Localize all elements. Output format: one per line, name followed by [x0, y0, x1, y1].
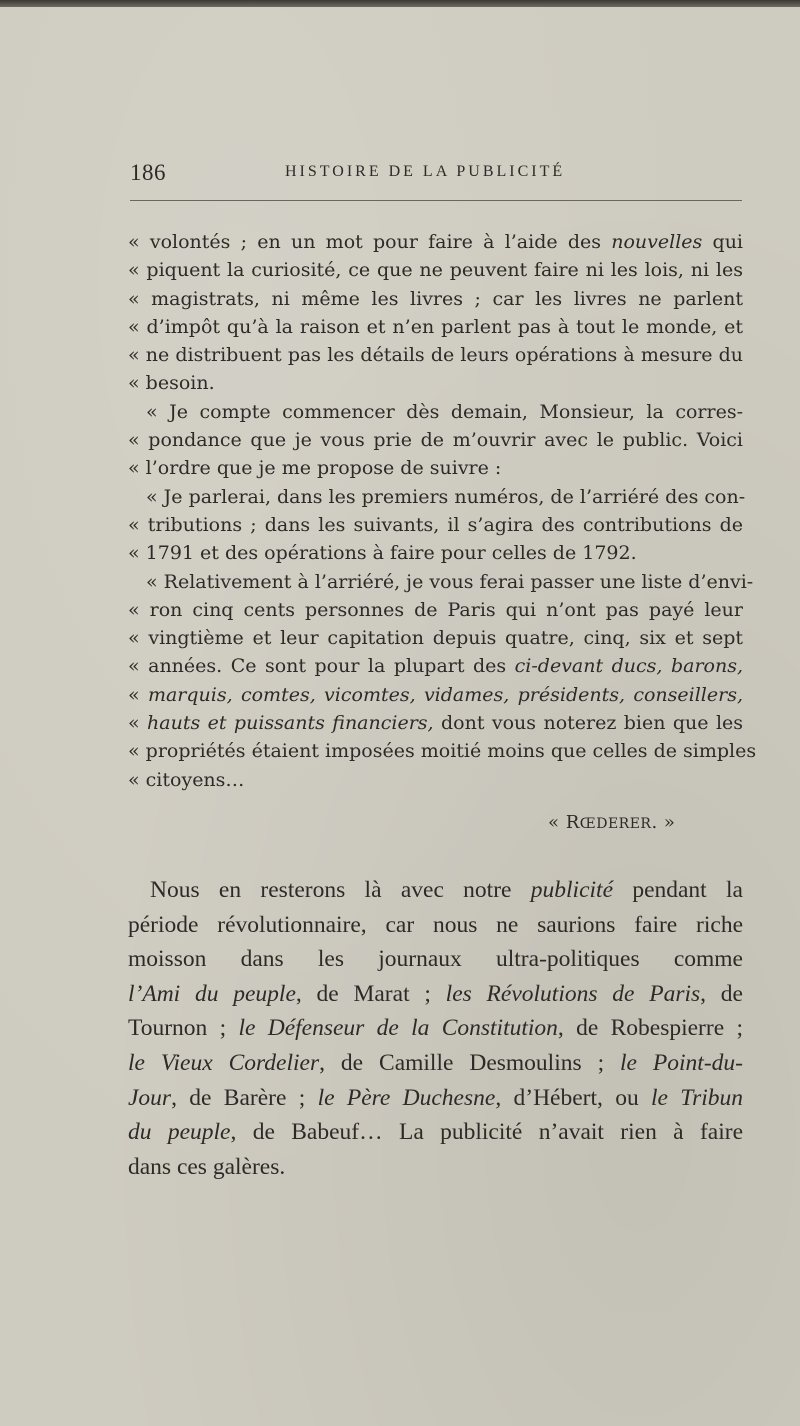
- quote-line: « Je parlerai, dans les premiers numéros, de l’arriéré des con-: [146, 485, 746, 508]
- paragraph-line: Jour, de Barère ; le Père Duchesne, d’Hébert, ou le Tribun: [128, 1084, 744, 1111]
- quote-line: « vingtième et leur capitation depuis quatre, cinq, six et sept: [128, 627, 743, 650]
- quote-line: « marquis, comtes, vicomtes, vidames, présidents, conseillers,: [128, 683, 743, 706]
- quote-line: « années. Ce sont pour la plupart des ci-devant ducs, barons,: [128, 655, 743, 678]
- body-paragraph: [128, 873, 743, 1184]
- quote-line: « piquent la curiosité, ce que ne peuvent faire ni les lois, ni les: [128, 259, 743, 282]
- quote-line: « Je compte commencer dès demain, Monsieur, la corres-: [146, 400, 743, 423]
- quote-line: « 1791 et des opérations à faire pour celles de 1792.: [128, 542, 637, 565]
- quote-line: « tributions ; dans les suivants, il s’agira des contributions de: [128, 513, 743, 536]
- quote-line: « magistrats, ni même les livres ; car les livres ne parlent: [128, 287, 743, 310]
- quote-line: « l’ordre que je me propose de suivre :: [128, 457, 502, 480]
- paragraph-line: le Vieux Cordelier, de Camille Desmoulins ; le Point-du-: [128, 1049, 743, 1076]
- quote-line: « propriétés étaient imposées moitié moins que celles de simples: [128, 740, 757, 763]
- quote-line: « besoin.: [128, 372, 215, 395]
- paragraph-line: Tournon ; le Défenseur de la Constitution, de Robespierre ;: [128, 1015, 743, 1042]
- quote-line: « pondance que je vous prie de m’ouvrir avec le public. Voici: [128, 429, 743, 452]
- header-rule: [130, 200, 742, 201]
- quote-line: « volontés ; en un mot pour faire à l’aide des nouvelles qui: [128, 231, 744, 253]
- paragraph-line: du peuple, de Babeuf… La publicité n’avait rien à faire: [128, 1119, 743, 1146]
- quote-line: « Relativement à l’arriéré, je vous ferai passer une liste d’envi-: [146, 570, 754, 593]
- quote-line: « hauts et puissants financiers, dont vous noterez bien que les: [128, 712, 744, 735]
- quote-line: « ne distribuent pas les détails de leurs opérations à mesure du: [128, 344, 743, 367]
- page-number: 186: [130, 160, 166, 185]
- quote-line: « ron cinq cents personnes de Paris qui n’ont pas payé leur: [128, 598, 743, 621]
- quote-line: « d’impôt qu’à la raison et n’en parlent pas à tout le monde, et: [128, 315, 743, 338]
- paragraph-line: dans ces galères.: [128, 1153, 286, 1180]
- quoted-letter: [128, 228, 757, 794]
- scan-edge: [0, 0, 800, 7]
- paragraph-line: période révolutionnaire, car nous ne saurions faire riche: [128, 911, 743, 938]
- letter-signature: « RŒDERER. »: [548, 812, 676, 833]
- paragraph-line: Nous en resterons là avec notre publicité pendant la: [150, 877, 743, 903]
- running-title: HISTOIRE DE LA PUBLICITÉ: [285, 163, 566, 180]
- page-header: [130, 160, 742, 186]
- quote-line: « citoyens…: [128, 768, 245, 791]
- paragraph-line: l’Ami du peuple, de Marat ; les Révolutions de Paris, de: [128, 980, 743, 1007]
- paragraph-line: moisson dans les journaux ultra-politiques comme: [128, 946, 743, 973]
